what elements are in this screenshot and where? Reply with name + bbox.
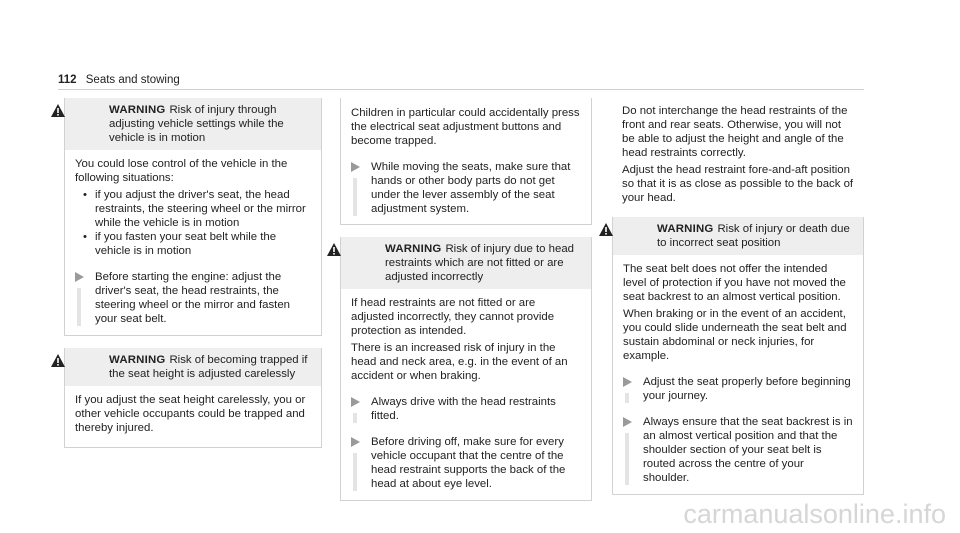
list-item: • if you fasten your seat belt while the vehicle is in motion [85,230,311,258]
warning-heading: Risk of injury through adjusting vehicle settings while the vehicle is in motion [109,104,284,144]
paragraph: Children in particular could accidentally press the electrical seat adjustment buttons and become trapped. [351,107,580,147]
warning-body [65,386,321,447]
page-number: 112 [58,74,77,86]
play-arrow-icon [351,162,360,172]
action-bar [353,178,357,216]
warning-heading: Risk of injury due to head restraints which are not fitted or are adjusted incorrectly [385,243,574,283]
warning-box-seat-height [64,348,322,448]
action-text: While moving the seats, make sure that hands or other body parts do not get under the lever assembly of the seat adjustment system. [371,161,571,215]
warning-body [65,150,321,335]
warning-bullet-list [75,188,311,258]
action-bar [625,433,629,485]
section-title: Seats and stowing [85,74,180,86]
text-block [612,98,864,205]
action-text: Always drive with the head restraints fitted. [371,396,556,422]
action-text: Before driving off, make sure for every vehicle occupant that the centre of the head restraint supports the back of the head at about eye level. [371,436,566,490]
warning-triangle-icon [51,104,65,117]
warning-label: WARNING [385,243,442,255]
action-bar [353,413,357,423]
play-arrow-icon [75,272,84,282]
play-arrow-icon [623,377,632,387]
warning-text: If you adjust the seat height carelessly, you or other vehicle occupants could be trapped and thereby injured. [75,394,306,434]
warning-label: WARNING [109,104,166,116]
list-item: • if you adjust the driver's seat, the head restraints, the steering wheel or the mirror while the vehicle is in motion [85,188,311,230]
action-step [351,435,581,491]
warning-box-seat-position [612,217,864,495]
warning-body [613,255,863,494]
warning-heading: Risk of injury or death due to incorrect seat position [657,223,850,249]
warning-label: WARNING [109,354,166,366]
warning-body [341,289,591,500]
column-2 [340,98,592,501]
column-3 [612,98,864,495]
warning-header [341,237,591,289]
warning-box-controls [64,98,322,336]
warning-text: There is an increased risk of injury in the head and neck area, e.g. in the event of an accident or when braking. [351,342,568,382]
warning-text: You could lose control of the vehicle in the following situations: [75,158,288,184]
warning-label: WARNING [657,223,714,235]
warning-text: The seat belt does not offer the intended level of protection if you have not moved the seat backrest to an almost vertical position. [623,263,846,303]
play-arrow-icon [351,437,360,447]
action-step [623,415,853,485]
action-step [351,160,581,216]
paragraph: Adjust the head restraint fore-and-aft position so that it is as close as possible to the back of your head. [622,164,854,204]
warning-continued-box [340,98,592,225]
warning-text: If head restraints are not fitted or are adjusted incorrectly, they cannot provide protection as intended. [351,297,555,337]
action-text: Always ensure that the seat backrest is in an almost vertical position and that the shoulder section of your seat belt is routed across the centre of your shoulder. [643,416,853,484]
action-text: Adjust the seat properly before beginning your journey. [643,376,851,402]
warning-box-head-restraints [340,237,592,501]
warning-header [613,217,863,255]
action-bar [353,453,357,491]
warning-heading: Risk of becoming trapped if the seat height is adjusted carelessly [109,354,308,380]
warning-triangle-icon [599,223,613,236]
warning-triangle-icon [51,354,65,367]
warning-triangle-icon [327,243,341,256]
header-divider [58,89,864,90]
page-header [58,73,180,87]
play-arrow-icon [351,397,360,407]
warning-header [65,348,321,386]
paragraph: Do not interchange the head restraints of the front and rear seats. Otherwise, you will not be able to adjust the height and angle of the head restraints correctly. [622,105,848,159]
play-arrow-icon [623,417,632,427]
column-1 [64,98,322,448]
action-text: Before starting the engine: adjust the driver's seat, the head restraints, the steering wheel or the mirror and fasten your seat belt. [95,271,291,325]
action-step [351,395,581,423]
action-bar [77,288,81,326]
watermark: carmanualsonline.info [683,499,946,529]
warning-text: When braking or in the event of an accident, you could slide underneath the seat belt and sustain abdominal or neck injuries, for example. [623,308,847,362]
action-step [75,270,311,326]
action-step [623,375,853,403]
warning-header [65,98,321,150]
action-bar [625,393,629,403]
